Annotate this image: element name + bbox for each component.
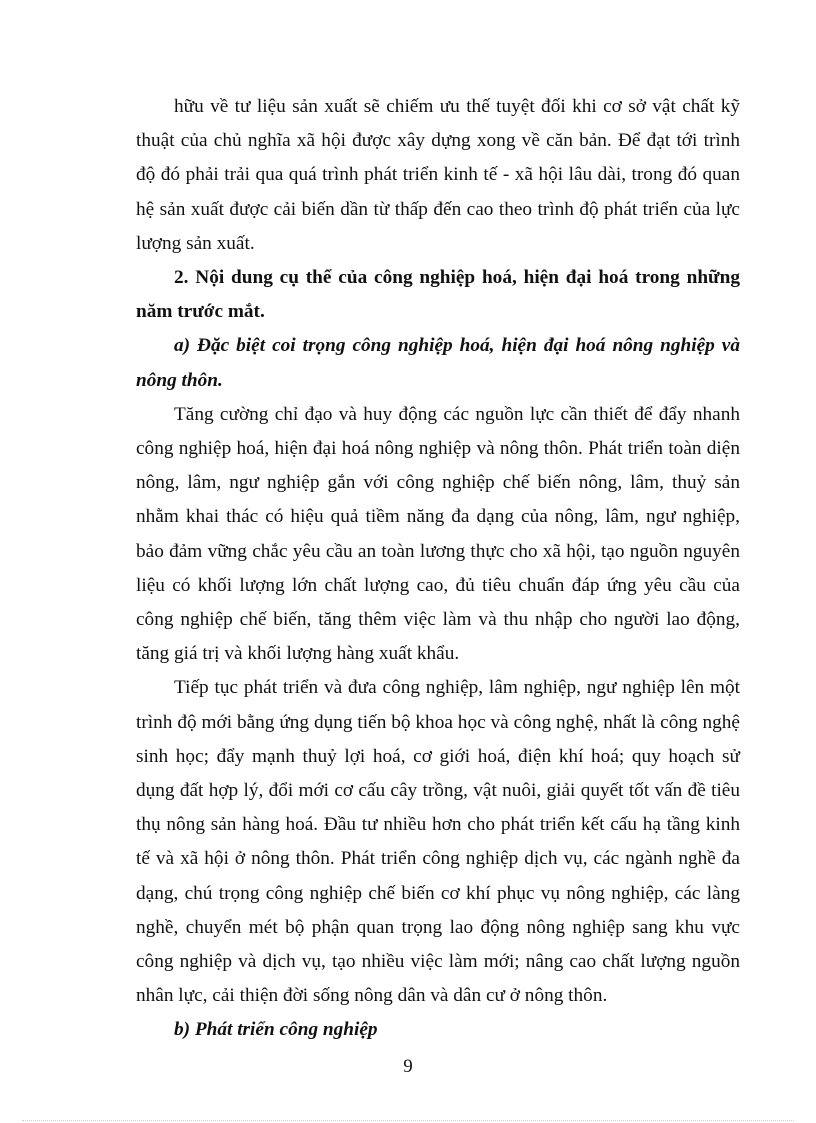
- document-body: [136, 90, 740, 1048]
- paragraph-continuation: hữu về tư liệu sản xuất sẽ chiếm ưu thế tuyệt đối khi cơ sở vật chất kỹ thuật của chủ nghĩa xã hội được xây dựng xong về căn bản. Để đạt tới trình độ đó phải trải qua quá trình phát triển kinh tế - xã hội lâu dài, trong đó quan hệ sản xuất được cải biến dần từ thấp đến cao theo trình độ phát triển của lực lượng sản xuất.: [136, 96, 740, 254]
- subsection-heading-b: b) Phát triển công nghiệp: [174, 1019, 378, 1041]
- paragraph-agriculture-2: Tiếp tục phát triển và đưa công nghiệp, lâm nghiệp, ngư nghiệp lên một trình độ mới bằng ứng dụng tiến bộ khoa học và công nghệ, nhất là công nghệ sinh học; đẩy mạnh thuỷ lợi hoá, cơ giới hoá, điện khí hoá; quy hoạch sử dụng đất hợp lý, đổi mới cơ cấu cây trồng, vật nuôi, giải quyết tốt vấn đề tiêu thụ nông sản hàng hoá. Đầu tư nhiều hơn cho phát triển kết cấu hạ tầng kinh tế và xã hội ở nông thôn. Phát triển công nghiệp dịch vụ, các ngành nghề đa dạng, chú trọng công nghiệp chế biến cơ khí phục vụ nông nghiệp, các làng nghề, chuyển mét bộ phận quan trọng lao động nông nghiệp sang khu vực công nghiệp và dịch vụ, tạo nhiều việc làm mới; nâng cao chất lượng nguồn nhân lực, cải thiện đời sống nông dân và dân cư ở nông thôn.: [136, 677, 740, 1007]
- paragraph-agriculture-1: Tăng cường chỉ đạo và huy động các nguồn lực cần thiết để đẩy nhanh công nghiệp hoá, hiện đại hoá nông nghiệp và nông thôn. Phát triển toàn diện nông, lâm, ngư nghiệp gắn với công nghiệp chế biến nông, lâm, thuỷ sản nhằm khai thác có hiệu quả tiềm năng đa dạng của nông, lâm, ngư nghiệp, bảo đảm vững chắc yêu cầu an toàn lương thực cho xã hội, tạo nguồn nguyên liệu có khối lượng lớn chất lượng cao, đủ tiêu chuẩn đáp ứng yêu cầu của công nghiệp chế biến, tăng thêm việc làm và thu nhập cho người lao động, tăng giá trị và khối lượng hàng xuất khẩu.: [136, 403, 740, 665]
- page-number: 9: [403, 1056, 413, 1077]
- subsection-heading-a: a) Đặc biệt coi trọng công nghiệp hoá, hiện đại hoá nông nghiệp và nông thôn.: [136, 335, 740, 391]
- section-heading: 2. Nội dung cụ thể của công nghiệp hoá, hiện đại hoá trong những năm trước mắt.: [136, 267, 740, 323]
- page-bottom-border: [22, 1120, 794, 1121]
